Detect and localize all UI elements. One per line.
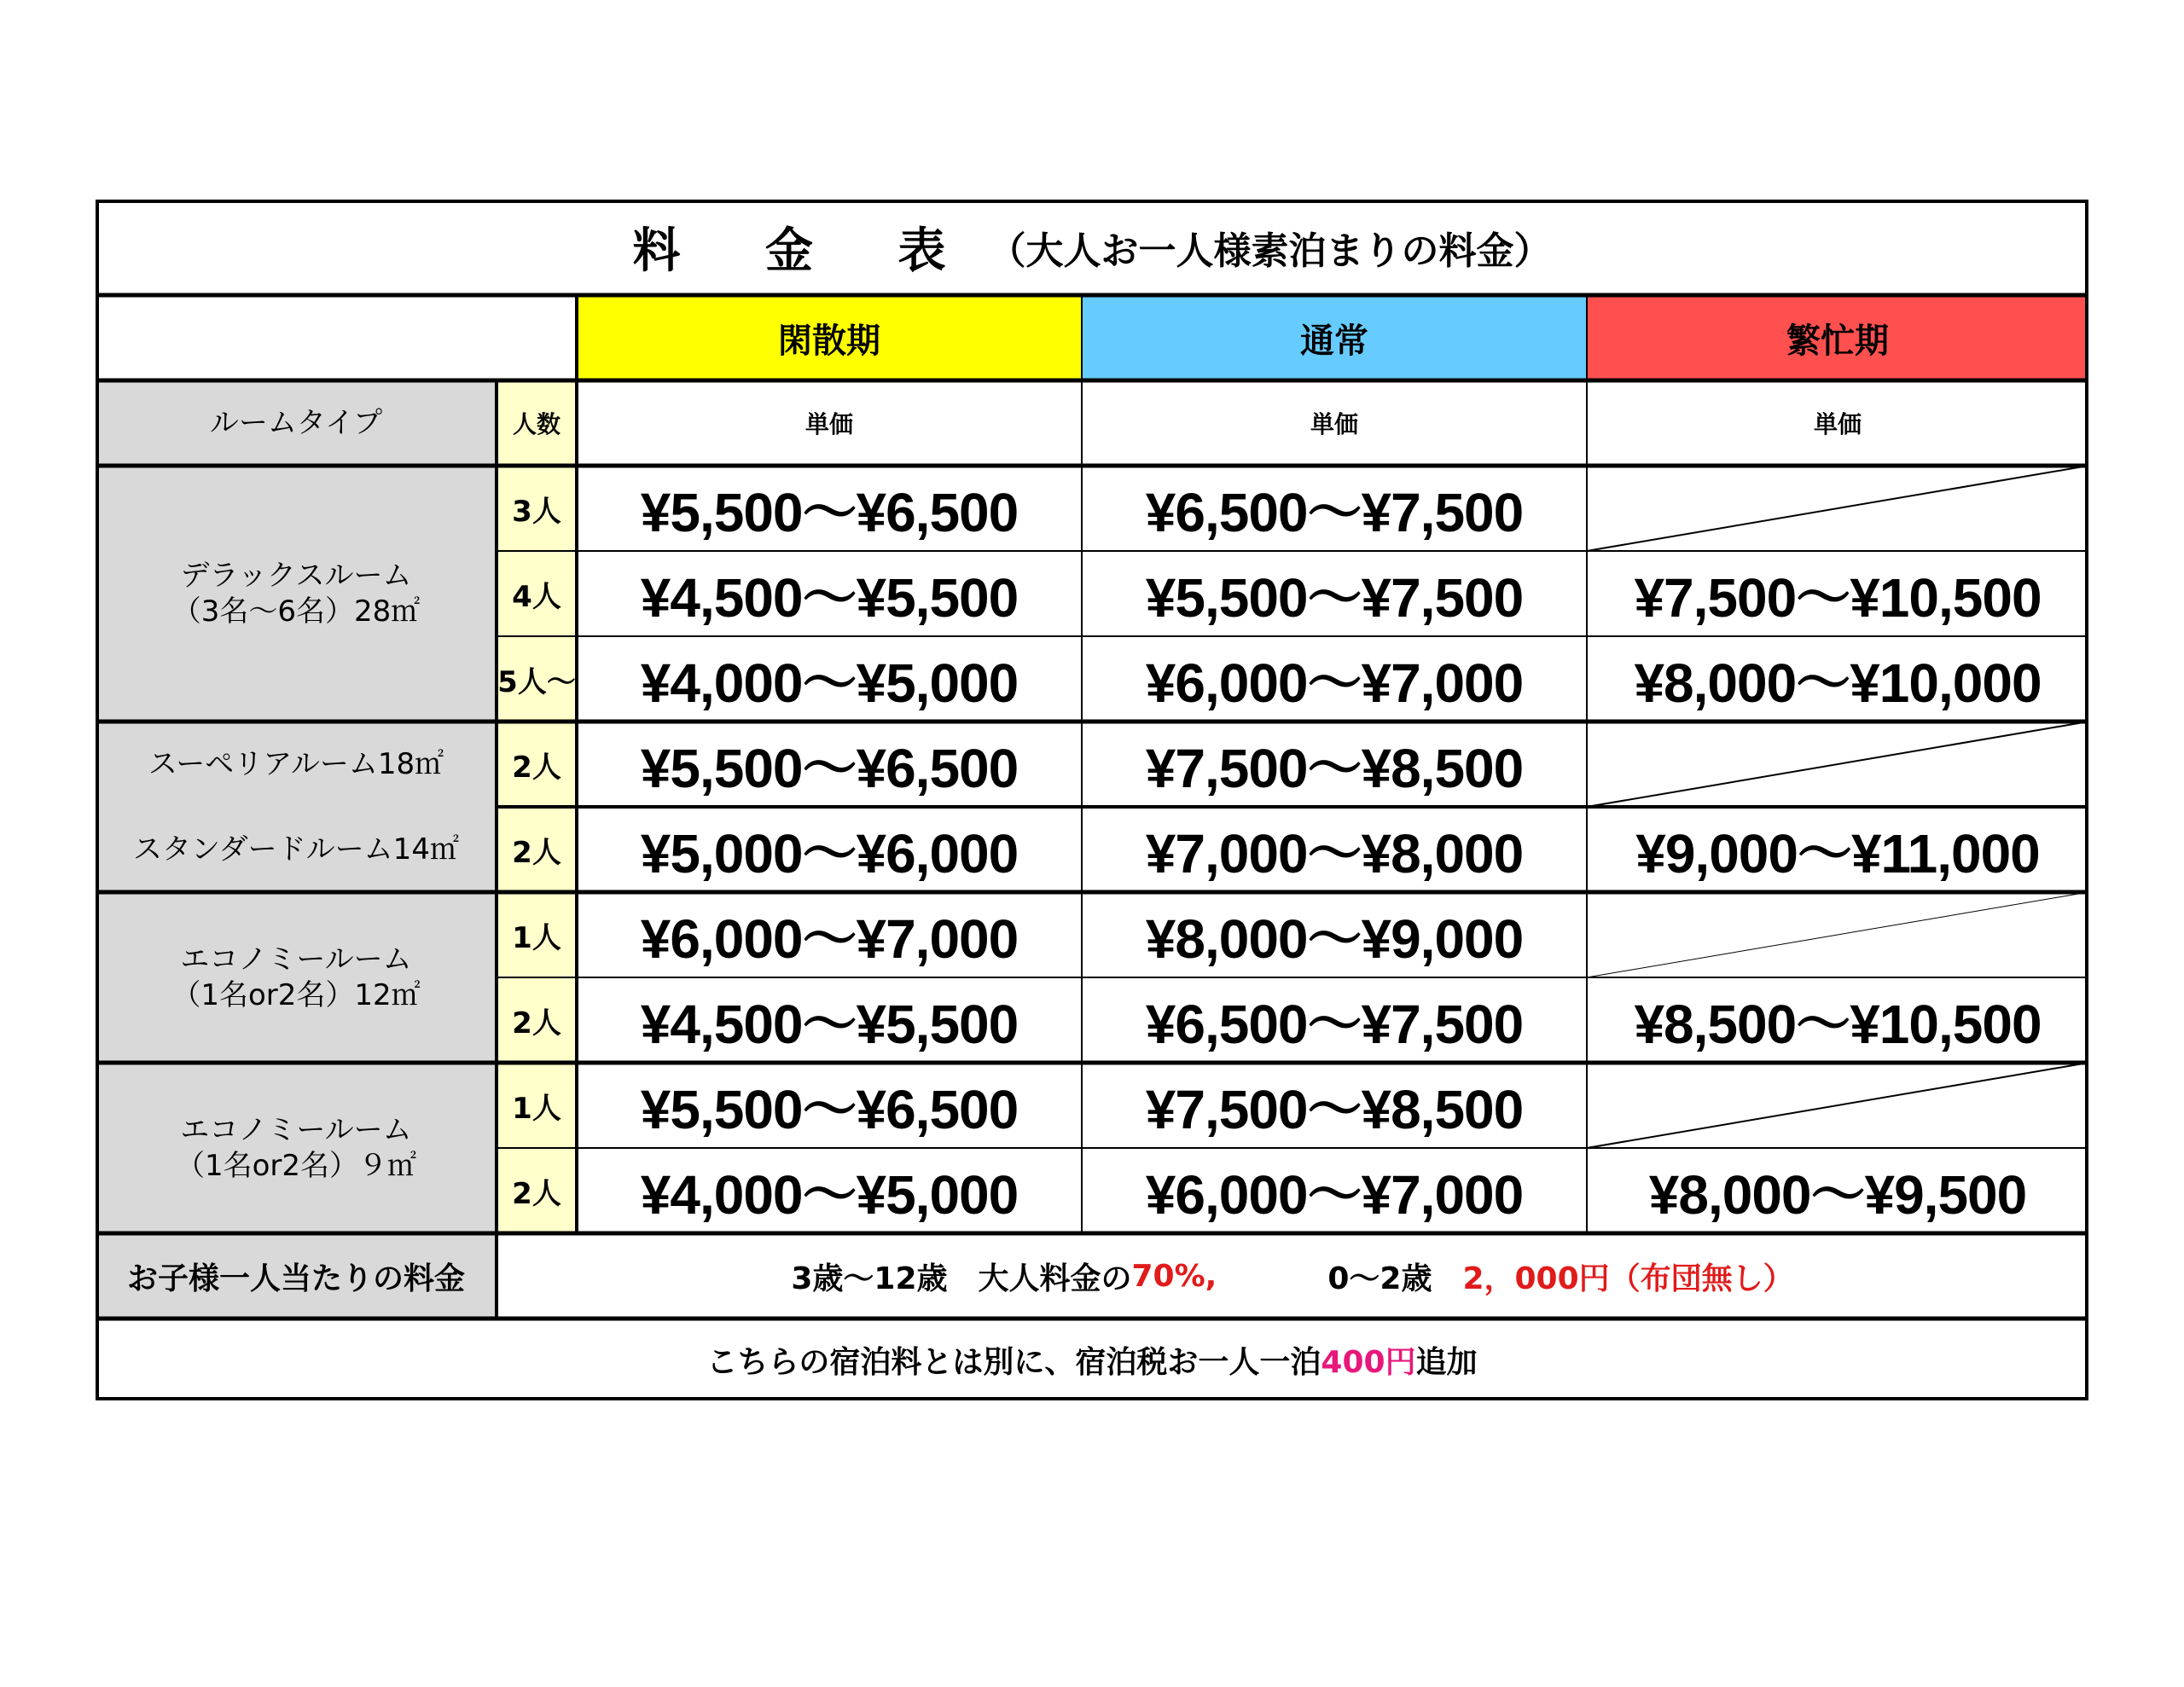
price-off-season: ¥5,000～¥6,000: [640, 823, 1019, 884]
tax-note: [96, 1319, 2088, 1400]
price-regular: ¥6,000～¥7,000: [1145, 652, 1524, 714]
room-type-standard: [96, 807, 497, 892]
price-regular: ¥6,000～¥7,000: [1145, 1164, 1524, 1226]
unit-price-header-off: 単価: [804, 410, 853, 438]
infant-price: 2，000円（布団無し）: [1462, 1261, 1794, 1296]
room-type-detail: （1名or2名）９㎡: [175, 1149, 417, 1183]
room-type-detail: （1名or2名）12㎡: [171, 978, 421, 1012]
unit-price-header-regular: 単価: [1310, 410, 1358, 438]
price-peak: [1587, 892, 2088, 977]
people-count: 2人: [497, 1148, 577, 1233]
price-regular: ¥6,500～¥7,500: [1145, 994, 1524, 1055]
price-off-season: ¥6,000～¥7,000: [640, 908, 1019, 970]
people-count: 5人～: [497, 636, 577, 722]
room-type-name: デラックスルーム: [180, 559, 412, 593]
room-type-detail: （3名～6名）28㎡: [171, 594, 421, 629]
room-type-deluxe: [96, 466, 497, 722]
season-off-header: 閑散期: [577, 295, 1082, 380]
price-off-season: ¥4,000～¥5,000: [640, 652, 1019, 714]
price-off-season: ¥4,500～¥5,500: [640, 994, 1019, 1055]
price-peak: ¥8,000～¥9,500: [1648, 1164, 2027, 1226]
price-off-season: ¥4,000～¥5,000: [640, 1164, 1019, 1226]
price-regular: ¥8,000～¥9,000: [1145, 908, 1524, 970]
season-regular-header: 通常: [1082, 295, 1587, 380]
price-peak: [1587, 1063, 2088, 1148]
price-peak: ¥8,000～¥10,000: [1634, 652, 2042, 714]
price-peak: ¥7,500～¥10,500: [1634, 567, 2042, 629]
unit-price-header-peak: 単価: [1813, 410, 1862, 438]
infant-age-range: 0～2歳: [1327, 1261, 1463, 1296]
price-off-season: ¥5,500～¥6,500: [640, 1079, 1019, 1140]
people-count: 1人: [497, 1063, 577, 1148]
title-main: 料 金 表: [632, 223, 980, 279]
people-count: 3人: [497, 466, 577, 551]
room-type-superior: [96, 722, 497, 807]
price-peak: ¥8,500～¥10,500: [1634, 994, 2042, 1055]
season-peak-header: 繁忙期: [1587, 295, 2088, 380]
tax-amount: 400円: [1321, 1344, 1416, 1380]
people-count: 1人: [497, 892, 577, 977]
price-regular: ¥6,500～¥7,500: [1145, 482, 1524, 543]
people-count: 2人: [497, 807, 577, 892]
tax-note-suffix: 追加: [1415, 1344, 1478, 1380]
price-peak: ¥9,000～¥11,000: [1635, 823, 2040, 884]
people-count: 2人: [497, 977, 577, 1063]
people-header: 人数: [497, 380, 577, 466]
people-count: 4人: [497, 551, 577, 636]
title-sub: （大人お一人様素泊まりの料金）: [988, 229, 1552, 273]
child-price-note: [497, 1233, 2088, 1319]
price-regular: ¥7,000～¥8,000: [1145, 823, 1524, 884]
price-peak: [1587, 466, 2088, 551]
price-peak: [1587, 722, 2088, 807]
room-type-economy-12: [96, 892, 497, 1063]
child-price-label: お子様一人当たりの料金: [96, 1233, 497, 1319]
price-off-season: ¥5,500～¥6,500: [640, 482, 1019, 543]
room-type-name: スーペリアルーム18㎡: [148, 747, 444, 781]
price-table: [96, 200, 2088, 1400]
price-regular: ¥7,500～¥8,500: [1145, 1079, 1524, 1140]
price-off-season: ¥4,500～¥5,500: [640, 567, 1019, 629]
room-type-name: エコノミールーム: [180, 942, 412, 977]
child-percent: 70%,: [1131, 1258, 1217, 1294]
people-count: 2人: [497, 722, 577, 807]
child-age-range: 3歳～12歳 大人料金の: [791, 1261, 1132, 1296]
room-type-economy-9: [96, 1063, 497, 1233]
room-type-name: エコノミールーム: [180, 1113, 412, 1147]
price-off-season: ¥5,500～¥6,500: [640, 738, 1019, 799]
room-type-header: ルームタイプ: [96, 380, 497, 466]
tax-note-text: こちらの宿泊料とは別に、宿泊税お一人一泊: [706, 1344, 1321, 1380]
room-type-name: スタンダードルーム14㎡: [133, 832, 459, 867]
table-title: [96, 200, 2088, 295]
price-regular: ¥5,500～¥7,500: [1145, 567, 1524, 629]
price-regular: ¥7,500～¥8,500: [1145, 738, 1524, 799]
